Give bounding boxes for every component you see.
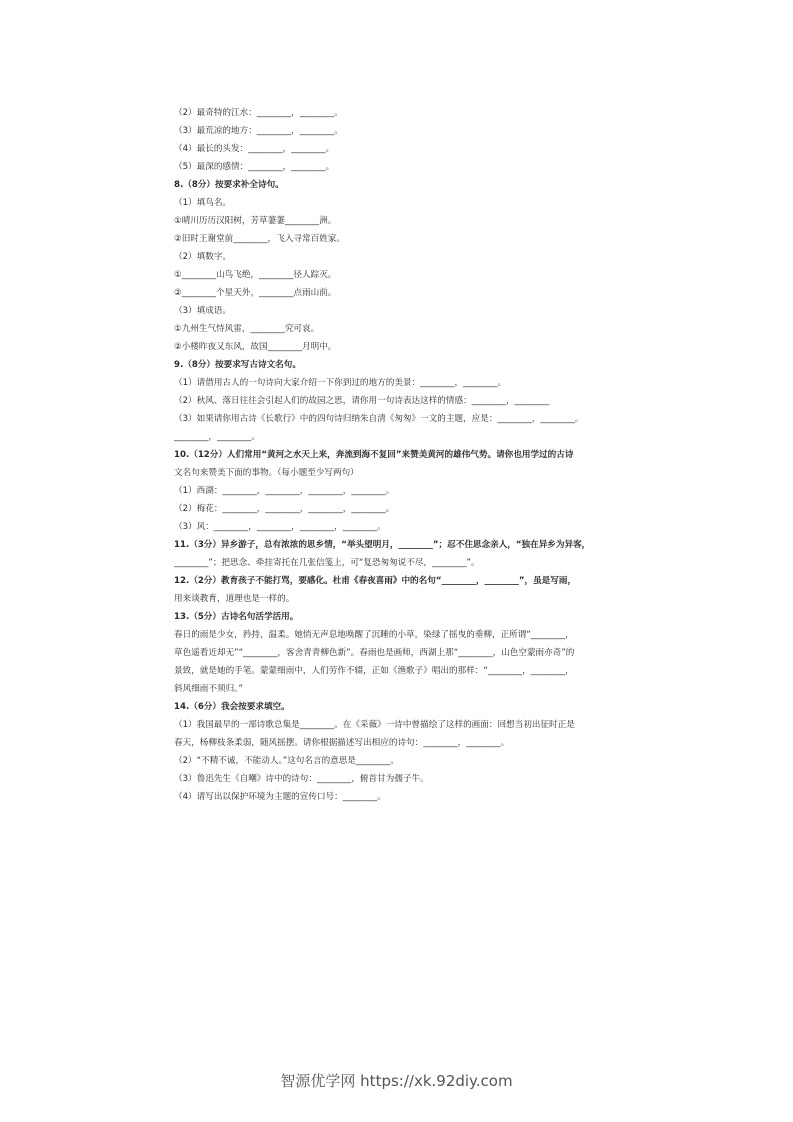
text-line: （3）如果请你用古诗《长歌行》中的四句诗归纳朱自清《匆匆》一文的主题，应是：________，________。 bbox=[174, 414, 584, 424]
text-line: 草色遥看近却无”“________，客舍青青柳色新”。春雨也是画师，西湖上那“________，山色空蒙雨亦奇”的 bbox=[174, 648, 575, 658]
question-heading: 12.（2分）教育孩子不能打骂，要感化。杜甫《春夜喜雨》中的名句“________，________”，虽是写雨， bbox=[174, 576, 577, 586]
text-line: ②________个星天外，________点雨山前。 bbox=[174, 288, 337, 298]
text-line: （1）请借用古人的一句诗向大家介绍一下你到过的地方的美景：________，________。 bbox=[174, 378, 507, 388]
question-heading: 10.（12分）人们常用“黄河之水天上来，奔流到海不复回”来赞美黄河的雄伟气势。请你也用学过的古诗 bbox=[174, 450, 574, 460]
question-heading: 9.（8分）按要求写古诗文名句。 bbox=[174, 360, 301, 370]
watermark-footer: 智源优学网 https://xk.92diy.com bbox=[280, 1072, 513, 1090]
text-line: （3）鲁迅先生《自嘲》诗中的诗句：________，俯首甘为孺子牛。 bbox=[174, 774, 429, 784]
question-heading: 13.（5分）古诗名句活学活用。 bbox=[174, 612, 299, 622]
text-line: ________，________。 bbox=[174, 432, 260, 442]
text-line: 春日的雨是少女，矜持，温柔。她悄无声息地唤醒了沉睡的小草，染绿了摇曳的垂柳，正所谓“________， bbox=[174, 630, 574, 640]
text-line: 景致，就是她的手笔。蒙蒙细雨中，人们劳作不辍，正如《渔歌子》唱出的那样：“________，________， bbox=[174, 666, 574, 676]
text-line: （2）填数字。 bbox=[174, 252, 232, 262]
text-line: （1）西湖：________，________，________，________。 bbox=[174, 486, 395, 496]
text-line: ②小楼昨夜又东风，故国________月明中。 bbox=[174, 342, 337, 352]
text-line: （2）梅花：________，________，________，________。 bbox=[174, 504, 395, 514]
text-line: ①________山鸟飞绝，________径人踪灭。 bbox=[174, 270, 337, 280]
text-line: （2）最奇特的江水：________，________。 bbox=[174, 108, 343, 118]
text-line: （1）填鸟名。 bbox=[174, 198, 232, 208]
text-line: （3）风：________，________，________，________。 bbox=[174, 522, 386, 532]
text-line: ②旧时王谢堂前________，飞入寻常百姓家。 bbox=[174, 234, 345, 244]
text-line: 文名句来赞美下面的事物。（每小题至少写两句） bbox=[174, 468, 359, 478]
text-line: 用来谈教育，道理也是一样的。 bbox=[174, 594, 295, 604]
question-heading: 8.（8分）按要求补全诗句。 bbox=[174, 180, 284, 190]
text-line: 斜风细雨不须归。” bbox=[174, 684, 243, 694]
text-line: （2）“不精不诚，不能动人。”这句名言的意思是________。 bbox=[174, 756, 399, 766]
text-line: （4）最长的头发：________，________。 bbox=[174, 144, 335, 154]
text-line: 春天，杨柳枝条柔弱，随风摇摆。请你根据描述写出相应的诗句：________，________。 bbox=[174, 738, 510, 748]
text-line: （2）秋风、落日往往会引起人们的故园之思，请你用一句诗表达这样的情感：________，________ bbox=[174, 396, 550, 406]
text-line: （4）请写出以保护环境为主题的宣传口号：________。 bbox=[174, 792, 386, 802]
text-line: ①九州生气恃风雷，________究可哀。 bbox=[174, 324, 320, 334]
text-line: （5）最深的感情：________，________。 bbox=[174, 162, 335, 172]
text-line: （3）最荒凉的地方：________，________。 bbox=[174, 126, 343, 136]
text-line: ________”；把思念、牵挂寄托在几张信笺上，可“复恐匆匆说不尽，________”。 bbox=[174, 558, 480, 568]
exam-content bbox=[174, 104, 634, 806]
text-line: ①晴川历历汉阳树，芳草萋萋________洲。 bbox=[174, 216, 337, 226]
question-heading: 11.（3分）异乡游子，总有浓浓的思乡情，“举头望明月，________”；忍不住思念亲人，“独在异乡为异客， bbox=[174, 540, 591, 550]
text-line: （3）填成语。 bbox=[174, 306, 232, 316]
text-line: （1）我国最早的一部诗歌总集是________。在《采薇》一诗中曾描绘了这样的画面：回想当初出征时正是 bbox=[174, 720, 575, 730]
question-heading: 14.（6分）我会按要求填空。 bbox=[174, 702, 290, 712]
